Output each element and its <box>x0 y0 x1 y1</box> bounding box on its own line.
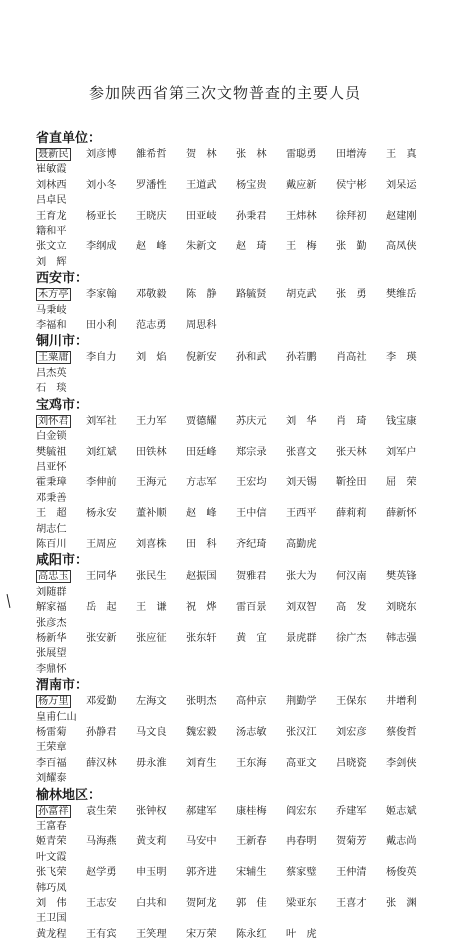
person-name: 霍秉璋 <box>36 477 67 489</box>
person-name: 雷聪勇 <box>286 149 317 160</box>
person-name: 刘彦博 <box>86 149 117 160</box>
person-name: 石 琰 <box>36 383 67 395</box>
section-2 <box>36 334 436 396</box>
person-name: 王 超 <box>36 508 67 520</box>
person-name: 王 梅 <box>286 241 317 253</box>
name-row <box>36 725 436 756</box>
person-name: 韩志强 <box>386 632 417 644</box>
person-name: 田小利 <box>86 320 117 332</box>
person-name: 贺阿龙 <box>186 898 217 910</box>
person-name: 李鼎怀 <box>36 663 67 675</box>
name-row <box>36 662 436 677</box>
person-name: 吕亚怀 <box>36 461 67 473</box>
page-title: 参加陕西省第三次文物普查的主要人员 <box>88 84 361 102</box>
person-name: 张 林 <box>236 149 267 160</box>
person-name: 皇甫仁山 <box>36 711 77 723</box>
person-name: 樊毓祖 <box>36 446 67 458</box>
person-name: 朱新文 <box>186 241 217 253</box>
person-name: 王海元 <box>136 477 167 489</box>
name-row <box>36 147 436 178</box>
person-name: 方志军 <box>186 477 217 489</box>
section-6 <box>36 788 436 942</box>
person-name: 邓爱勤 <box>86 696 117 708</box>
name-row <box>36 600 436 631</box>
person-name: 肖 琦 <box>336 415 367 427</box>
name-row <box>36 475 436 506</box>
person-name: 张彦杰 <box>36 617 67 629</box>
person-name: 刘天锡 <box>286 477 317 489</box>
person-name: 杨雷菊 <box>36 727 67 738</box>
person-name: 王 真 <box>386 149 417 160</box>
person-name: 田铁林 <box>136 446 167 458</box>
person-name: 蔡家璧 <box>286 867 317 879</box>
person-name: 张民生 <box>136 571 167 583</box>
person-name: 田廷峰 <box>186 446 217 458</box>
person-name: 屈 荣 <box>386 477 417 489</box>
person-name: 杨亚长 <box>86 210 117 222</box>
person-name: 吕晓瓷 <box>336 757 367 769</box>
person-name: 岳 起 <box>86 602 117 614</box>
person-name: 白金锁 <box>36 431 67 443</box>
person-name: 姬青荣 <box>36 836 67 848</box>
person-name: 苏庆元 <box>236 415 267 427</box>
person-name: 叶 虎 <box>286 928 317 940</box>
person-name: 赵振国 <box>186 571 217 583</box>
person-name: 宋万荣 <box>186 928 217 940</box>
person-name: 张天林 <box>336 446 367 458</box>
person-name: 王有宾 <box>86 928 117 940</box>
person-name: 张钟权 <box>136 805 167 817</box>
person-name: 贺 林 <box>186 149 217 160</box>
person-name: 王富春 <box>36 821 67 833</box>
person-name: 王道武 <box>186 179 217 191</box>
person-name: 叶文霞 <box>36 851 67 863</box>
section-0 <box>36 131 436 270</box>
person-name: 王 谦 <box>136 602 167 614</box>
section-3 <box>36 398 436 553</box>
person-name: 贾德耀 <box>186 415 217 427</box>
person-name: 刘耀泰 <box>36 773 67 785</box>
person-name: 薛莉莉 <box>336 508 367 520</box>
person-name: 张明杰 <box>186 696 217 708</box>
person-name: 刘随群 <box>36 586 67 598</box>
person-name: 孙静君 <box>86 727 117 738</box>
person-name: 赵 琦 <box>236 241 267 253</box>
person-name: 刘小冬 <box>86 179 117 191</box>
person-name: 贺菊芳 <box>336 836 367 848</box>
person-name: 范志勇 <box>136 320 167 332</box>
person-name: 荆勤学 <box>286 696 317 708</box>
person-name: 刘宏彦 <box>336 727 367 738</box>
person-name: 王育龙 <box>36 210 67 222</box>
person-name: 井增利 <box>386 696 417 708</box>
personnel-list <box>36 130 436 942</box>
person-name: 孙和武 <box>236 352 267 364</box>
person-name: 樊维岳 <box>386 289 417 301</box>
person-name: 周思科 <box>186 320 217 332</box>
person-name: 汤志敏 <box>236 727 267 738</box>
person-name: 孙秉君 <box>236 210 267 222</box>
person-name: 刘军户 <box>386 446 417 458</box>
person-name: 邓敬毅 <box>136 289 167 301</box>
person-name: 王荣章 <box>36 742 67 754</box>
section-heading: 西安市： <box>36 271 89 287</box>
person-name: 刘 焰 <box>136 352 167 364</box>
person-name: 刘育生 <box>186 757 217 769</box>
person-name: 阎宏东 <box>286 805 317 817</box>
person-name: 郭齐进 <box>186 867 217 879</box>
person-name: 王保东 <box>336 696 367 708</box>
person-name: 杨万里 <box>38 696 69 708</box>
name-row <box>36 209 436 240</box>
person-name: 刘双智 <box>286 602 317 614</box>
person-name: 刘晓东 <box>386 602 417 614</box>
person-name: 刘林西 <box>36 179 67 191</box>
person-name: 王力军 <box>136 415 167 427</box>
person-name: 杨宝贵 <box>236 179 267 191</box>
person-name: 胡克武 <box>286 289 317 301</box>
person-name: 刘 华 <box>286 415 317 427</box>
person-name: 康桂梅 <box>236 805 267 817</box>
person-name: 籍和平 <box>36 226 67 238</box>
person-name: 孙若鹏 <box>286 352 317 364</box>
person-name: 陈百川 <box>36 538 67 550</box>
name-row <box>36 414 436 445</box>
person-name: 杨永安 <box>86 508 117 520</box>
person-name: 申玉明 <box>136 867 167 879</box>
person-name: 孙富祥 <box>38 805 69 817</box>
person-name: 赵学勇 <box>86 867 117 879</box>
person-name: 王周应 <box>86 538 117 550</box>
person-name: 樊英锋 <box>386 571 417 583</box>
person-name: 王仲清 <box>336 867 367 879</box>
person-name: 王西平 <box>286 508 317 520</box>
person-name: 田 科 <box>186 538 217 550</box>
person-name: 王东海 <box>236 757 267 769</box>
person-name: 张安新 <box>86 632 117 644</box>
name-row <box>36 569 436 600</box>
person-name: 戴志尚 <box>386 836 417 848</box>
person-name: 田增涛 <box>336 149 367 160</box>
name-row <box>36 445 436 476</box>
person-name: 景虎群 <box>286 632 317 644</box>
person-name: 肖高社 <box>336 352 367 364</box>
person-name: 赵 峰 <box>186 508 217 520</box>
name-row <box>36 537 436 552</box>
person-name: 崔敏霞 <box>36 164 67 176</box>
person-name: 张展望 <box>36 648 67 660</box>
person-name: 高忠玉 <box>38 571 69 583</box>
section-heading: 省直单位： <box>36 131 102 146</box>
margin-pen-mark <box>7 594 11 608</box>
person-name: 贺雅君 <box>236 571 267 583</box>
person-name: 侯宁彬 <box>336 179 367 191</box>
person-name: 袁生荣 <box>86 805 117 817</box>
section-heading: 咸阳市： <box>36 553 89 569</box>
person-name: 马安中 <box>186 836 217 848</box>
person-name: 王炜林 <box>286 210 317 222</box>
section-5 <box>36 678 436 786</box>
person-name: 李纲成 <box>86 241 117 253</box>
person-name: 张 渊 <box>386 898 417 910</box>
person-name: 高 发 <box>336 602 367 614</box>
person-name: 张 勤 <box>336 241 367 253</box>
person-name: 黄龙程 <box>36 928 67 940</box>
person-name: 马文良 <box>136 727 167 738</box>
person-name: 王粟庸 <box>38 352 69 364</box>
person-name: 王晓庆 <box>136 210 167 222</box>
person-name: 雒希哲 <box>136 149 167 160</box>
person-name: 蔡俊哲 <box>386 727 417 738</box>
name-row <box>36 239 436 270</box>
person-name: 王同华 <box>86 571 117 583</box>
name-row <box>36 318 436 333</box>
person-name: 禾方亭 <box>38 289 69 301</box>
person-name: 吕杰英 <box>36 367 67 379</box>
person-name: 李伸前 <box>86 477 117 489</box>
person-name: 张文立 <box>36 241 67 253</box>
person-name: 李福和 <box>36 320 67 332</box>
name-row <box>36 287 436 318</box>
person-name: 乔建军 <box>336 805 367 817</box>
person-name: 张 勇 <box>336 289 367 301</box>
person-name: 宋辅生 <box>236 867 267 879</box>
person-name: 王志安 <box>86 898 117 910</box>
person-name: 李剑侠 <box>386 757 417 769</box>
person-name: 王中信 <box>236 508 267 520</box>
person-name: 路毓贤 <box>236 289 267 301</box>
name-row <box>36 927 436 942</box>
person-name: 陈永红 <box>236 928 267 940</box>
person-name: 高勤虎 <box>286 538 317 550</box>
person-name: 罗潘性 <box>136 179 167 191</box>
name-row <box>36 631 436 662</box>
person-name: 张应征 <box>136 632 167 644</box>
person-name: 马海燕 <box>86 836 117 848</box>
person-name: 何汉南 <box>336 571 367 583</box>
person-name: 钱宝康 <box>386 415 417 427</box>
person-name: 邓秉善 <box>36 492 67 504</box>
person-name: 刘红斌 <box>86 446 117 458</box>
person-name: 左海文 <box>136 696 167 708</box>
person-name: 倪新安 <box>186 352 217 364</box>
person-name: 张飞荣 <box>36 867 67 879</box>
name-row <box>36 804 436 835</box>
person-name: 白共和 <box>136 898 167 910</box>
person-name: 靳拴田 <box>336 477 367 489</box>
person-name: 齐纪琦 <box>236 538 267 550</box>
person-name: 徐广杰 <box>336 632 367 644</box>
person-name: 张喜文 <box>286 446 317 458</box>
person-name: 陈 静 <box>186 289 217 301</box>
name-row <box>36 178 436 209</box>
person-name: 韩巧凤 <box>36 882 67 894</box>
person-name: 高凤侠 <box>386 241 417 253</box>
section-heading: 铜川市： <box>36 334 89 350</box>
person-name: 毋永淮 <box>136 757 167 769</box>
name-row <box>36 896 436 927</box>
person-name: 刘呆运 <box>386 179 417 191</box>
person-name: 李百福 <box>36 757 67 769</box>
person-name: 聂新民 <box>38 149 69 160</box>
person-name: 王宏均 <box>236 477 267 489</box>
person-name: 郭 佳 <box>236 898 267 910</box>
person-name: 高亚文 <box>286 757 317 769</box>
person-name: 解家福 <box>36 602 67 614</box>
person-name: 赵 峰 <box>136 241 167 253</box>
name-row <box>36 694 436 725</box>
person-name: 刘军社 <box>86 415 117 427</box>
section-1 <box>36 271 436 333</box>
person-name: 戴应新 <box>286 179 317 191</box>
person-name: 吕卓民 <box>36 195 67 207</box>
person-name: 王喜才 <box>336 898 367 910</box>
person-name: 张东轩 <box>186 632 217 644</box>
person-name: 刘 辉 <box>36 256 67 268</box>
person-name: 刘 伟 <box>36 898 67 910</box>
person-name: 雷百景 <box>236 602 267 614</box>
person-name: 董补顺 <box>136 508 167 520</box>
person-name: 黄 宜 <box>236 632 267 644</box>
person-name: 郑宗录 <box>236 446 267 458</box>
person-name: 黄支莉 <box>136 836 167 848</box>
person-name: 杨新华 <box>36 632 67 644</box>
person-name: 冉春明 <box>286 836 317 848</box>
person-name: 刘怀君 <box>38 415 69 427</box>
person-name: 祝 烨 <box>186 602 217 614</box>
section-4 <box>36 553 436 677</box>
name-row <box>36 756 436 787</box>
name-row <box>36 506 436 537</box>
person-name: 薛汉林 <box>86 757 117 769</box>
section-heading: 渭南市： <box>36 678 89 694</box>
name-row <box>36 381 436 396</box>
person-name: 赵建刚 <box>386 210 417 222</box>
person-name: 郝建军 <box>186 805 217 817</box>
person-name: 梁亚东 <box>286 898 317 910</box>
person-name: 王笑理 <box>136 928 167 940</box>
person-name: 张大为 <box>286 571 317 583</box>
person-name: 李自力 <box>86 352 117 364</box>
person-name: 徐拜初 <box>336 210 367 222</box>
section-heading: 榆林地区： <box>36 787 102 803</box>
person-name: 魏宏毅 <box>186 727 217 738</box>
name-row <box>36 865 436 896</box>
person-name: 杨俊英 <box>386 867 417 879</box>
person-name: 高仲京 <box>236 696 267 708</box>
name-row <box>36 834 436 865</box>
person-name: 薛新怀 <box>386 508 417 520</box>
person-name: 田亚岐 <box>186 210 217 222</box>
name-row <box>36 350 436 381</box>
section-heading: 宝鸡市： <box>36 397 89 413</box>
person-name: 刘喜株 <box>136 538 167 550</box>
person-name: 王新春 <box>236 836 267 848</box>
person-name: 马秉岐 <box>36 304 67 316</box>
person-name: 胡志仁 <box>36 523 67 535</box>
person-name: 李家翰 <box>86 289 117 301</box>
person-name: 李 瑛 <box>386 352 417 364</box>
person-name: 张汉江 <box>286 727 317 738</box>
person-name: 王卫国 <box>36 913 67 925</box>
person-name: 姬志斌 <box>386 805 417 817</box>
